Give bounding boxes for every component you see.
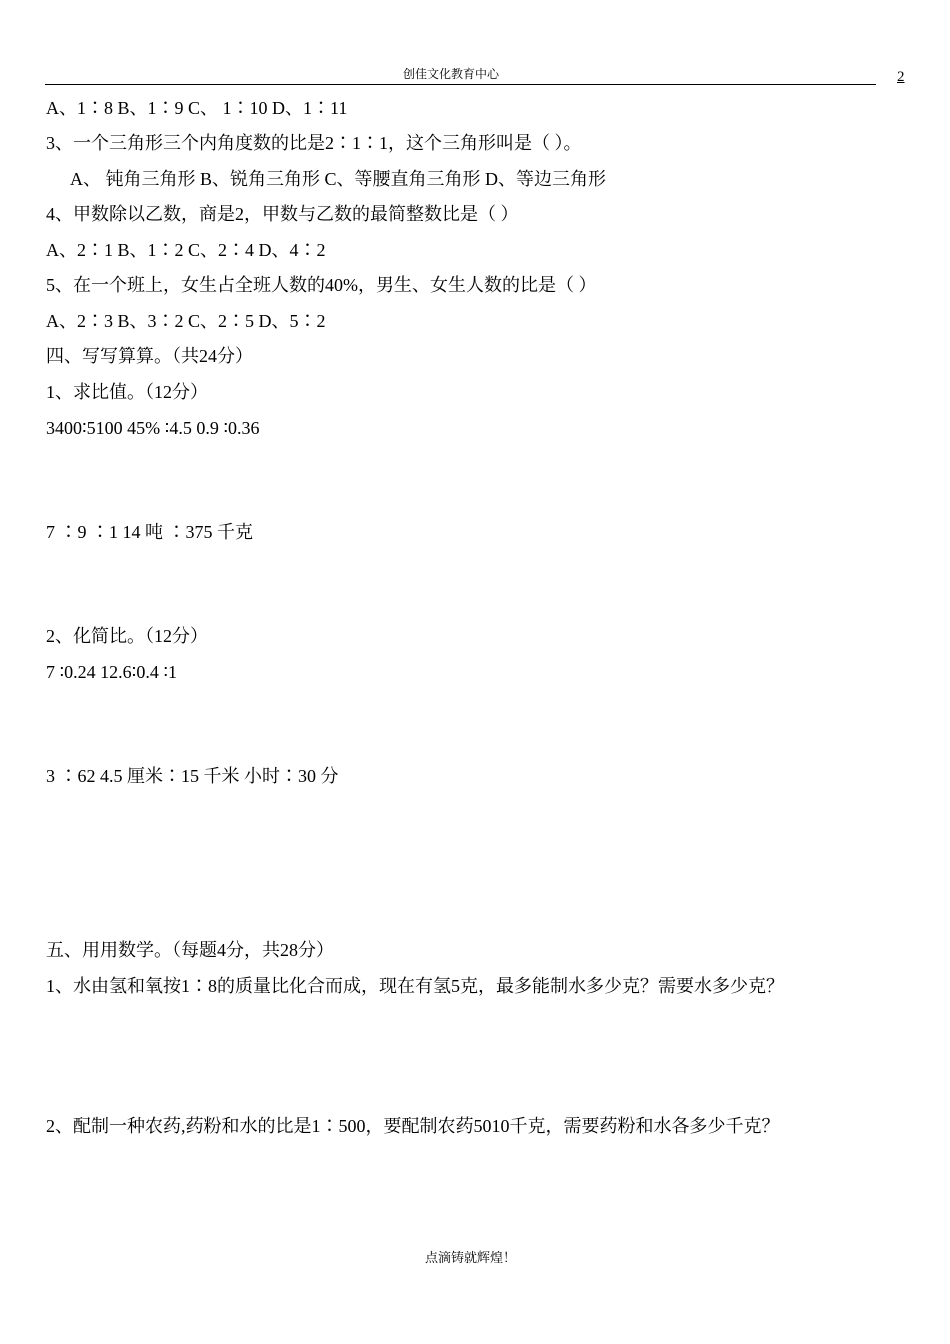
s5-q2: 2、配制一种农药,药粉和水的比是1∶500，要配制农药5010千克，需要药粉和水各多少千克？: [46, 1116, 780, 1136]
q2-options: A、1∶8 B、1∶9 C、 1∶10 D、1∶11: [46, 98, 348, 118]
s4-q2-title: 2、化简比。（12分）: [46, 626, 208, 646]
page-footer-slogan: 点滴铸就辉煌！: [425, 1250, 517, 1265]
q4-question: 4、甲数除以乙数，商是2，甲数与乙数的最简整数比是（ ）: [46, 204, 519, 224]
section4-title: 四、写写算算。（共24分）: [46, 346, 253, 366]
s4-q1-row2: 7 ∶9 ∶1 14 吨 ∶375 千克: [46, 522, 253, 542]
q5-options: A、2∶3 B、3∶2 C、2∶5 D、5∶2: [46, 311, 326, 331]
q3-options: A、 钝角三角形 B、锐角三角形 C、等腰直角三角形 D、等边三角形: [70, 169, 607, 189]
q4-options: A、2∶1 B、1∶2 C、2∶4 D、4∶2: [46, 240, 326, 260]
section5-title: 五、用用数学。（每题4分，共28分）: [46, 940, 334, 960]
q3-question: 3、一个三角形三个内角度数的比是2∶1∶1，这个三角形叫是（ ）。: [46, 133, 582, 153]
s5-q1: 1、水由氢和氧按1∶8的质量比化合而成，现在有氢5克，最多能制水多少克？需要水多少克？: [46, 976, 784, 996]
s4-q2-row2: 3 ∶62 4.5 厘米∶15 千米 小时∶30 分: [46, 766, 339, 786]
s4-q2-row1: 7 ∶0.24 12.6∶0.4 ∶1: [46, 662, 178, 682]
page-number: 2: [897, 69, 905, 85]
header-divider: [45, 84, 876, 85]
s4-q1-row1: 3400∶5100 45% ∶4.5 0.9 ∶0.36: [46, 418, 260, 438]
s4-q1-title: 1、求比值。（12分）: [46, 382, 208, 402]
q5-question: 5、在一个班上，女生占全班人数的40%，男生、女生人数的比是（ ）: [46, 275, 597, 295]
page-header-title: 创佳文化教育中心: [403, 67, 500, 81]
